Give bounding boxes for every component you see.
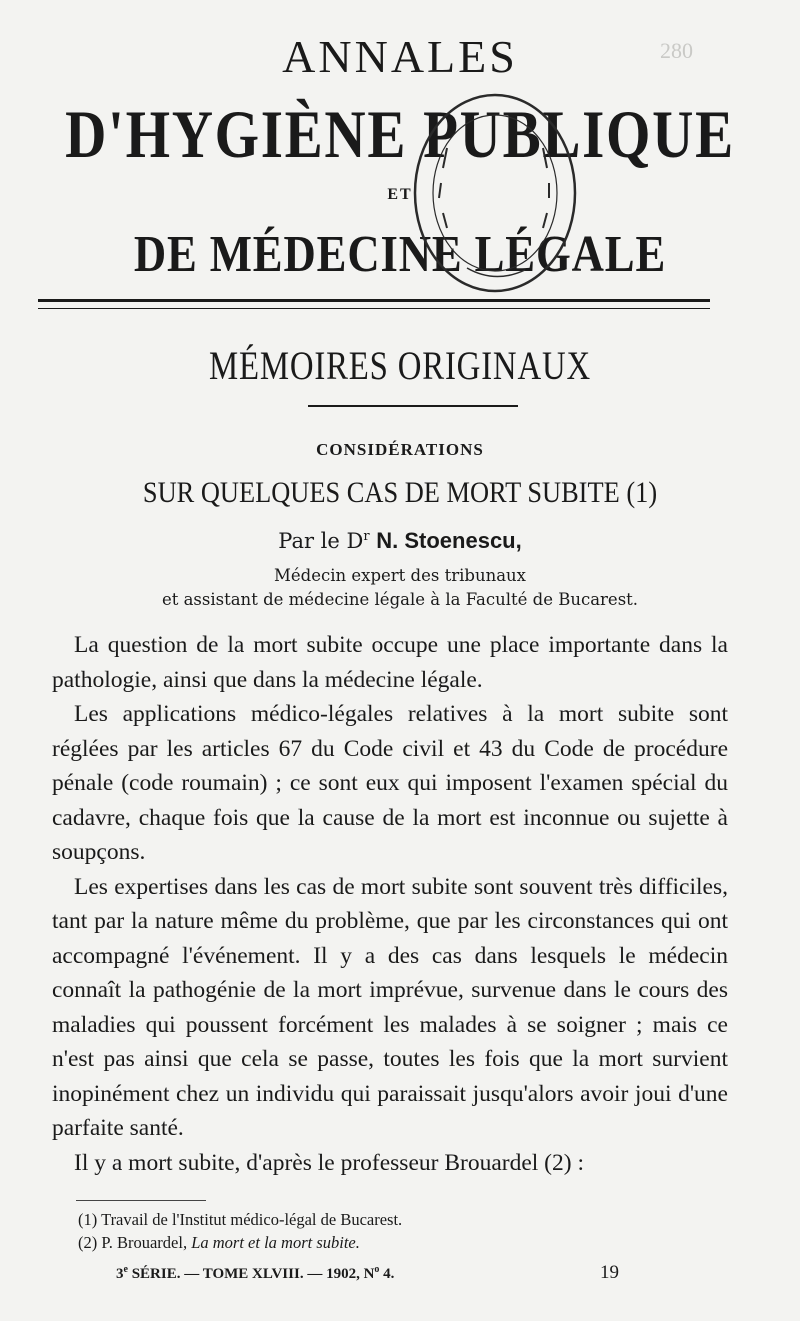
article-body: [52, 628, 728, 1180]
footer-issue-rest: 4.: [379, 1266, 395, 1282]
section-divider: [308, 405, 518, 407]
paragraph-3: Les expertises dans les cas de mort subite sont souvent très difficiles, tant par la nature même du problème, que par les circonstances qui ont accompagné l'événement. Il y a des cas dans lesquels le médecin connaît la pathogénie de la mort imprévue, survenue dans le cours des maladies qui poussent forcément les malades à se soigner ; mais ce n'est pas ainsi que cela se passe, toutes les fois que la mort survient inopinément chez un individu qui paraissait jusqu'alors avoir joui d'une parfaite santé.: [52, 873, 728, 1141]
footnote-divider: [76, 1200, 206, 1201]
page-footer: [116, 1264, 636, 1283]
author-affiliation-1: Médecin expert des tribunaux: [274, 566, 526, 585]
footer-series-sup: e: [123, 1264, 128, 1275]
footnote-1: (1) Travail de l'Institut médico-légal de Bucarest.: [78, 1210, 403, 1229]
journal-title-annales: ANNALES: [282, 31, 518, 82]
header-divider-thin: [38, 308, 710, 309]
author-affiliation-2: et assistant de médecine légale à la Faculté de Bucarest.: [161, 590, 639, 609]
footer-series-rest: SÉRIE. — TOME XLVIII. — 1902, N: [127, 1266, 375, 1282]
paragraph-1: La question de la mort subite occupe une place importante dans la pathologie, ainsi que dans la médecine légale.: [52, 632, 728, 693]
byline-prefix: Par le D: [278, 529, 364, 553]
paragraph-2: Les applications médico-légales relatives à la mort subite sont réglées par les articles 67 du Code civil et 43 du Code de procédure pénale (code roumain) ; ce sont eux qui imposent l'examen spécial du cadavre, chaque fois que la cause de la mort est inconnue ou sujette à soupçons.: [52, 701, 728, 865]
journal-title-et: ET: [387, 186, 413, 203]
footnote-2: [78, 1233, 360, 1253]
byline: [0, 528, 800, 554]
show-through-page-number: 280: [660, 38, 693, 63]
paragraph-4: Il y a mort subite, d'après le professeur Brouardel (2) :: [74, 1149, 584, 1176]
library-stamp-icon: [407, 88, 582, 298]
article-kicker: CONSIDÉRATIONS: [316, 440, 484, 459]
section-title: MÉMOIRES ORIGINAUX: [209, 343, 591, 388]
footnote-2-prefix: (2) P. Brouardel,: [78, 1233, 192, 1252]
byline-sup: r: [363, 529, 370, 544]
author-name: N. Stoenescu,: [376, 528, 522, 553]
footer-series-number: 3: [116, 1266, 124, 1282]
page-number: 19: [600, 1262, 619, 1283]
journal-title-medecine-legale: DE MÉDECINE LÉGALE: [133, 226, 667, 283]
article-title: SUR QUELQUES CAS DE MORT SUBITE (1): [142, 476, 658, 509]
footer-issue-sup: o: [374, 1264, 380, 1275]
header-divider-thick: [38, 299, 710, 302]
journal-title-hygiene: D'HYGIÈNE PUBLIQUE: [65, 96, 735, 172]
footnote-2-title: La mort et la mort subite.: [191, 1233, 360, 1252]
